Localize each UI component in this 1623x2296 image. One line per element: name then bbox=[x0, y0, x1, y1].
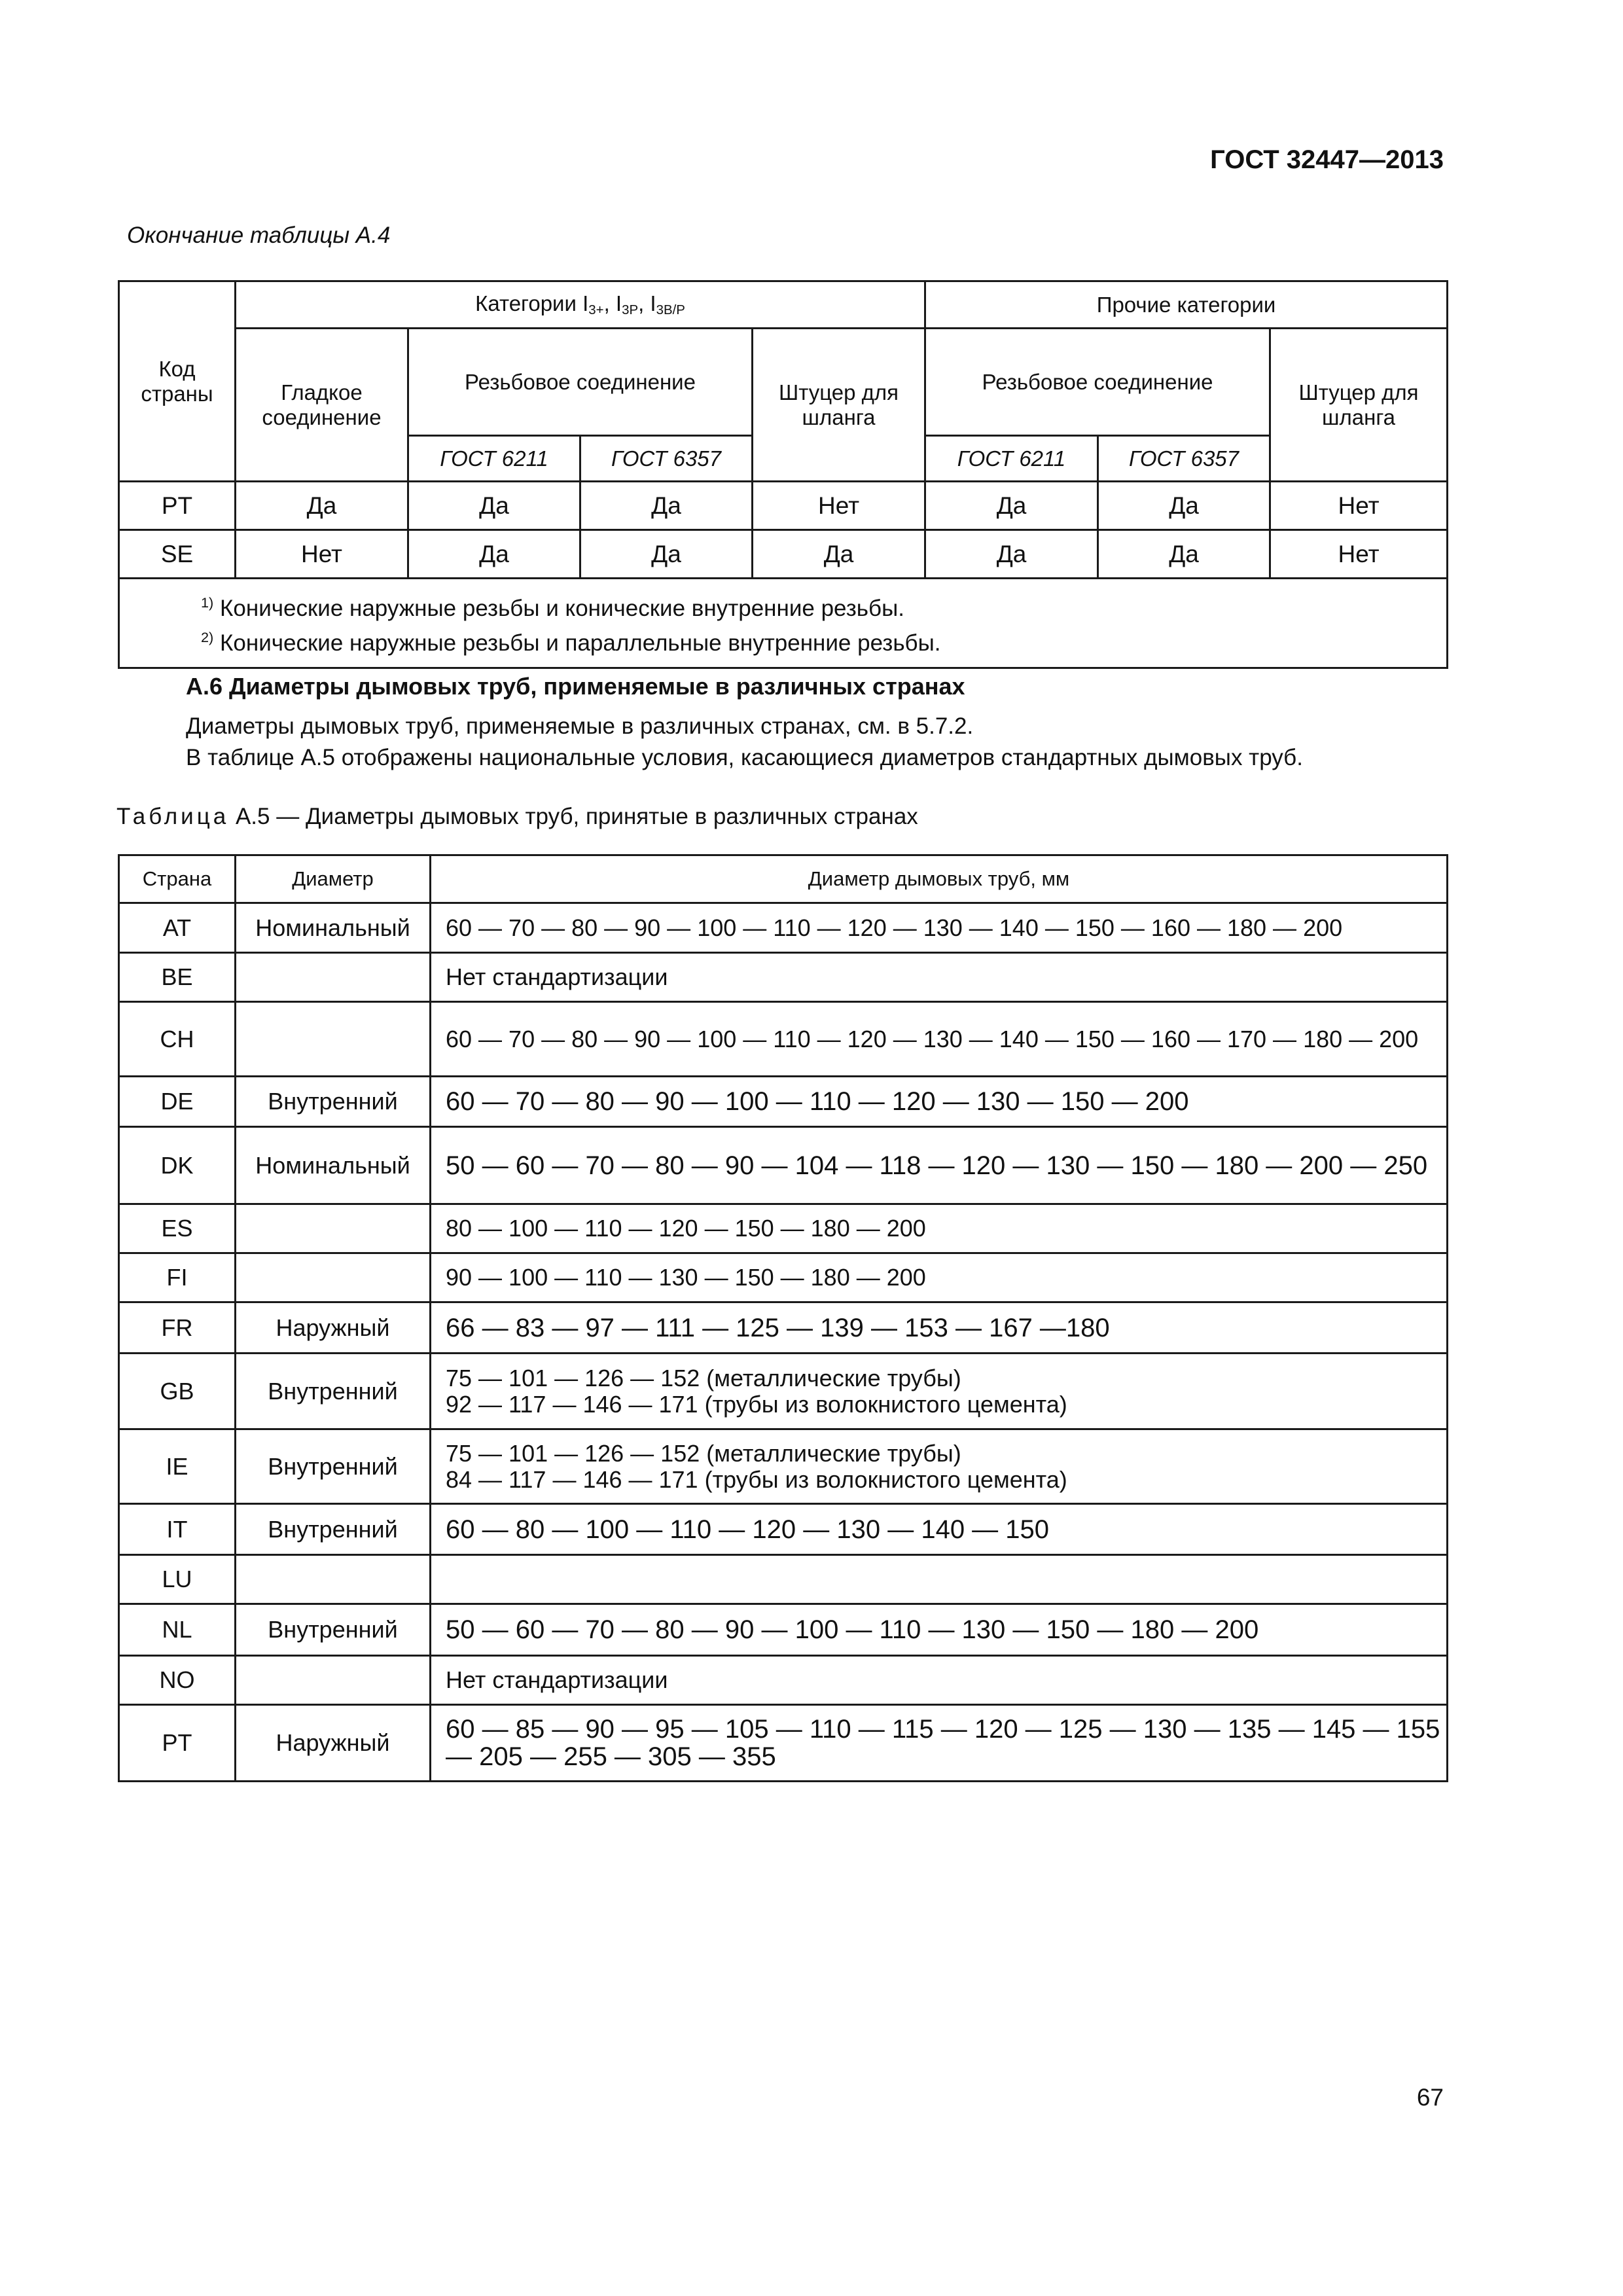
table-row bbox=[119, 1204, 1448, 1253]
table-row bbox=[119, 1002, 1448, 1077]
table-cell: Да bbox=[753, 530, 925, 579]
header-diameter-type: Диаметр bbox=[236, 855, 431, 903]
table-cell: Да bbox=[408, 530, 580, 579]
header-country-code: Код страны bbox=[119, 281, 236, 482]
header-threaded-other: Резьбовое соединение bbox=[925, 329, 1270, 436]
table-cell: Да bbox=[925, 530, 1098, 579]
diameter-type-cell bbox=[236, 1656, 431, 1705]
country-cell: FR bbox=[119, 1302, 236, 1354]
diameter-type-cell: Внутренний bbox=[236, 1429, 431, 1504]
table-cell: Нет bbox=[1270, 530, 1448, 579]
diameter-type-cell: Номинальный bbox=[236, 903, 431, 953]
diameter-type-cell bbox=[236, 1555, 431, 1604]
table-a4 bbox=[118, 280, 1448, 669]
diameter-values-cell: 60 — 70 — 80 — 90 — 100 — 110 — 120 — 130 — 140 — 150 — 160 — 170 — 180 — 200 bbox=[431, 1002, 1448, 1077]
table-cell: Да bbox=[408, 482, 580, 530]
country-cell: GB bbox=[119, 1354, 236, 1429]
table-row bbox=[119, 1354, 1448, 1429]
document-code: ГОСТ 32447—2013 bbox=[1210, 145, 1444, 174]
diameter-values-cell: 50 — 60 — 70 — 80 — 90 — 104 — 118 — 120 — 130 — 150 — 180 — 200 — 250 bbox=[431, 1127, 1448, 1204]
diameter-values-cell: 60 — 70 — 80 — 90 — 100 — 110 — 120 — 130 — 140 — 150 — 160 — 180 — 200 bbox=[431, 903, 1448, 953]
diameter-type-cell bbox=[236, 1253, 431, 1302]
section-paragraph: В таблице А.5 отображены национальные условия, касающиеся диаметров стандартных дымовых труб. bbox=[186, 745, 1303, 770]
footnote: $^{1)}$ Конические наружные резьбы и конические внутренние резьбы. bbox=[201, 594, 904, 622]
table-caption: Таблица А.5 — Диаметры дымовых труб, принятые в различных странах bbox=[116, 804, 918, 829]
diameter-values-cell: 80 — 100 — 110 — 120 — 150 — 180 — 200 bbox=[431, 1204, 1448, 1253]
table-cell: Да bbox=[580, 530, 753, 579]
country-cell: BE bbox=[119, 953, 236, 1002]
diameter-values-cell: 90 — 100 — 110 — 130 — 150 — 180 — 200 bbox=[431, 1253, 1448, 1302]
diameter-type-cell bbox=[236, 1204, 431, 1253]
diameter-type-cell: Внутренний bbox=[236, 1077, 431, 1127]
table-row bbox=[119, 1253, 1448, 1302]
diameter-type-cell: Внутренний bbox=[236, 1354, 431, 1429]
table-a5 bbox=[118, 854, 1448, 1782]
country-cell: NO bbox=[119, 1656, 236, 1705]
table-row bbox=[119, 903, 1448, 953]
section-paragraph: Диаметры дымовых труб, применяемые в различных странах, см. в 5.7.2. bbox=[186, 713, 974, 739]
country-cell: DK bbox=[119, 1127, 236, 1204]
header-gost-6357: ГОСТ 6357 bbox=[580, 436, 753, 482]
table-row bbox=[119, 1555, 1448, 1604]
diameter-values-line: 92 — 117 — 146 — 171 (трубы из волокнистого цемента) bbox=[446, 1390, 1067, 1418]
diameter-type-cell bbox=[236, 953, 431, 1002]
header-gost-6211: ГОСТ 6211 bbox=[408, 436, 580, 482]
table-row bbox=[119, 1705, 1448, 1782]
header-threaded: Резьбовое соединение bbox=[408, 329, 753, 436]
country-cell: LU bbox=[119, 1555, 236, 1604]
header-group-other: Прочие категории bbox=[925, 281, 1448, 329]
diameter-type-cell bbox=[236, 1002, 431, 1077]
diameter-values-cell: 60 — 85 — 90 — 95 — 105 — 110 — 115 — 120 — 125 — 130 — 135 — 145 — 155 — 205 — 255 — 305 — 355 bbox=[431, 1705, 1448, 1782]
diameter-type-cell: Наружный bbox=[236, 1705, 431, 1782]
header-hose-other: Штуцер для шланга bbox=[1270, 329, 1448, 482]
diameter-type-cell: Наружный bbox=[236, 1302, 431, 1354]
table-row bbox=[119, 1302, 1448, 1354]
header-country: Страна bbox=[119, 855, 236, 903]
table-cell: Да bbox=[1098, 482, 1270, 530]
header-gost-6357-other: ГОСТ 6357 bbox=[1098, 436, 1270, 482]
diameter-values-cell bbox=[431, 1354, 1448, 1429]
diameter-values-cell: 60 — 70 — 80 — 90 — 100 — 110 — 120 — 130 — 150 — 200 bbox=[431, 1077, 1448, 1127]
diameter-type-cell: Внутренний bbox=[236, 1504, 431, 1555]
diameter-values-cell: Нет стандартизации bbox=[431, 953, 1448, 1002]
table-row bbox=[119, 1127, 1448, 1204]
header-group-i3: Категории $I_{3+}$, $I_{3P}$, $I_{3B/P}$ bbox=[236, 281, 925, 329]
header-gost-6211-other: ГОСТ 6211 bbox=[925, 436, 1098, 482]
country-code-cell: SE bbox=[119, 530, 236, 579]
diameter-values-cell: 66 — 83 — 97 — 111 — 125 — 139 — 153 — 167 —180 bbox=[431, 1302, 1448, 1354]
header-diameter-values: Диаметр дымовых труб, мм bbox=[431, 855, 1448, 903]
country-cell: IE bbox=[119, 1429, 236, 1504]
diameter-values-cell bbox=[431, 1555, 1448, 1604]
table-row bbox=[119, 482, 1448, 530]
table-row bbox=[119, 1077, 1448, 1127]
diameter-values-cell: 60 — 80 — 100 — 110 — 120 — 130 — 140 — 150 bbox=[431, 1504, 1448, 1555]
table-cell: Да bbox=[236, 482, 408, 530]
table-row bbox=[119, 1429, 1448, 1504]
table-cell: Да bbox=[580, 482, 753, 530]
country-cell: FI bbox=[119, 1253, 236, 1302]
country-cell: CH bbox=[119, 1002, 236, 1077]
country-cell: IT bbox=[119, 1504, 236, 1555]
country-code-cell: PT bbox=[119, 482, 236, 530]
table-cell: Нет bbox=[753, 482, 925, 530]
table-cell: Да bbox=[1098, 530, 1270, 579]
country-cell: DE bbox=[119, 1077, 236, 1127]
diameter-values-line: 84 — 117 — 146 — 171 (трубы из волокнистого цемента) bbox=[446, 1465, 1067, 1493]
diameter-type-cell: Номинальный bbox=[236, 1127, 431, 1204]
header-smooth: Гладкое соединение bbox=[236, 329, 408, 482]
header-hose: Штуцер для шланга bbox=[753, 329, 925, 482]
diameter-values-line: 75 — 101 — 126 — 152 (металлические трубы) bbox=[446, 1364, 961, 1391]
page-number: 67 bbox=[1416, 2084, 1444, 2111]
diameter-values-line: 75 — 101 — 126 — 152 (металлические трубы) bbox=[446, 1439, 961, 1467]
diameter-values-cell bbox=[431, 1429, 1448, 1504]
table-cell: Да bbox=[925, 482, 1098, 530]
diameter-values-cell: 50 — 60 — 70 — 80 — 90 — 100 — 110 — 130 — 150 — 180 — 200 bbox=[431, 1604, 1448, 1656]
table-row bbox=[119, 1604, 1448, 1656]
table-continuation-label: Окончание таблицы А.4 bbox=[127, 223, 391, 248]
table-row bbox=[119, 530, 1448, 579]
diameter-type-cell: Внутренний bbox=[236, 1604, 431, 1656]
country-cell: PT bbox=[119, 1705, 236, 1782]
table-row bbox=[119, 1504, 1448, 1555]
country-cell: AT bbox=[119, 903, 236, 953]
country-cell: ES bbox=[119, 1204, 236, 1253]
table-row bbox=[119, 953, 1448, 1002]
diameter-values-cell: Нет стандартизации bbox=[431, 1656, 1448, 1705]
country-cell: NL bbox=[119, 1604, 236, 1656]
table-cell: Нет bbox=[1270, 482, 1448, 530]
table-row bbox=[119, 1656, 1448, 1705]
table-footnotes bbox=[119, 579, 1448, 668]
table-cell: Нет bbox=[236, 530, 408, 579]
section-title: А.6 Диаметры дымовых труб, применяемые в различных странах bbox=[186, 673, 965, 700]
footnote: $^{2)}$ Конические наружные резьбы и параллельные внутренние резьбы. bbox=[201, 629, 941, 656]
